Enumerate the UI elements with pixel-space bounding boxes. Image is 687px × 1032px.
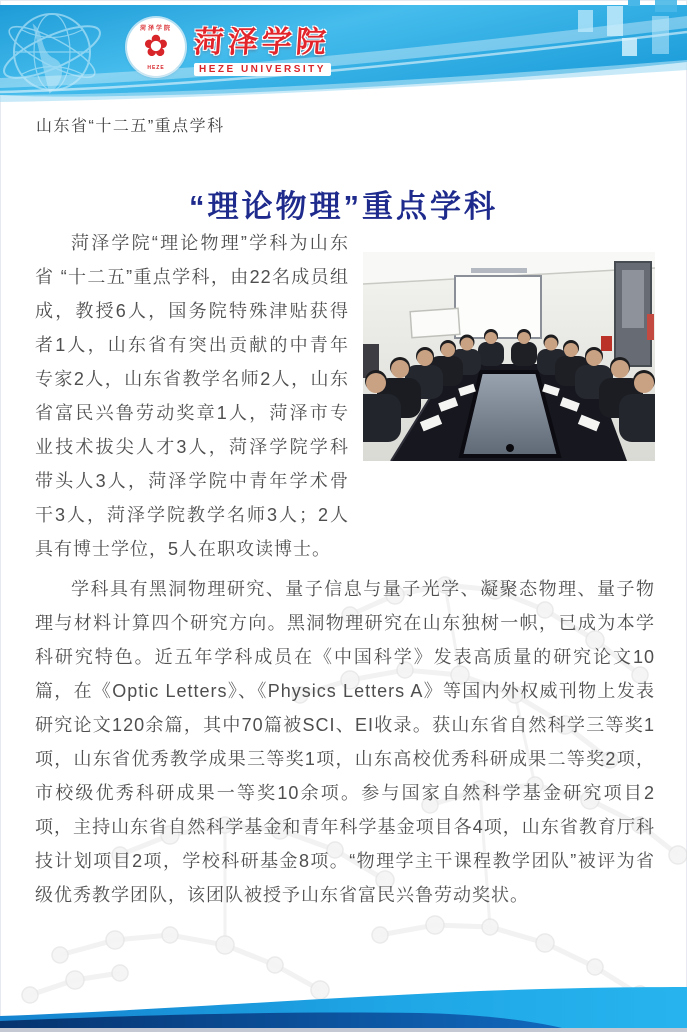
logo-name-en: HEZE UNIVERSITY [194,63,331,76]
header-banner [0,0,687,110]
seal-arc-text-bottom: HEZE [147,64,165,71]
footer-swoosh [0,982,687,1032]
paragraph-1-text: 菏泽学院“理论物理”学科为山东省 “十二五”重点学科，由22名成员组成，教授6人，国务院特殊津贴获得者1人，山东省有突出贡献的中青年专家2人，山东省教学名师2人，山东省富民兴鲁劳动奖章1人，菏泽市专业技术拔尖人才3人，菏泽学院学科带头人3人，菏泽学院中青年学术骨干3人，菏泽学院教学名师3人；2人具有博士学位，5人在职攻读博士。 [35,233,349,559]
paragraph-2-text: 学科具有黑洞物理研究、量子信息与量子光学、凝聚态物理、量子物理与材料计算四个研究方向。黑洞物理研究在山东独树一帜，已成为本学科研究特色。近五年学科成员在《中国科学》发表高质量的研究论文10篇，在《Optic Letters》、《Physics Letters A》等国内外权威刊物上发表研究论文120余篇，其中70篇被SCI、EI收录。获山东省自然科学三等奖1项，山东省优秀教学成果三等奖1项，山东高校优秀科研成果二等奖2项，市校级优秀科研成果一等奖10余项。参与国家自然科学基金研究项目2项，主持山东省自然科学基金和青年科学基金项目各4项，山东省教育厅科技计划项目2项，学校科研基金8项。“物理学主干课程教学团队”被评为省级优秀教学团队，该团队被授予山东省富民兴鲁劳动奖状。 [35,579,655,905]
faculty-meeting-photo [363,252,655,461]
header-background [0,0,687,110]
subtitle: 山东省“十二五”重点学科 [36,118,225,135]
logo-name-cn: 菏泽学院 [192,26,331,59]
page-title: “理论物理”重点学科 [189,188,498,224]
paragraph-2 [35,572,655,912]
peony-flower-icon: ✿ [143,29,169,63]
university-logo [127,17,331,76]
logo-seal-icon [127,18,185,76]
paragraph-1 [35,226,655,566]
seal-arc-text: 菏泽学院 [139,25,172,32]
article [35,226,655,912]
